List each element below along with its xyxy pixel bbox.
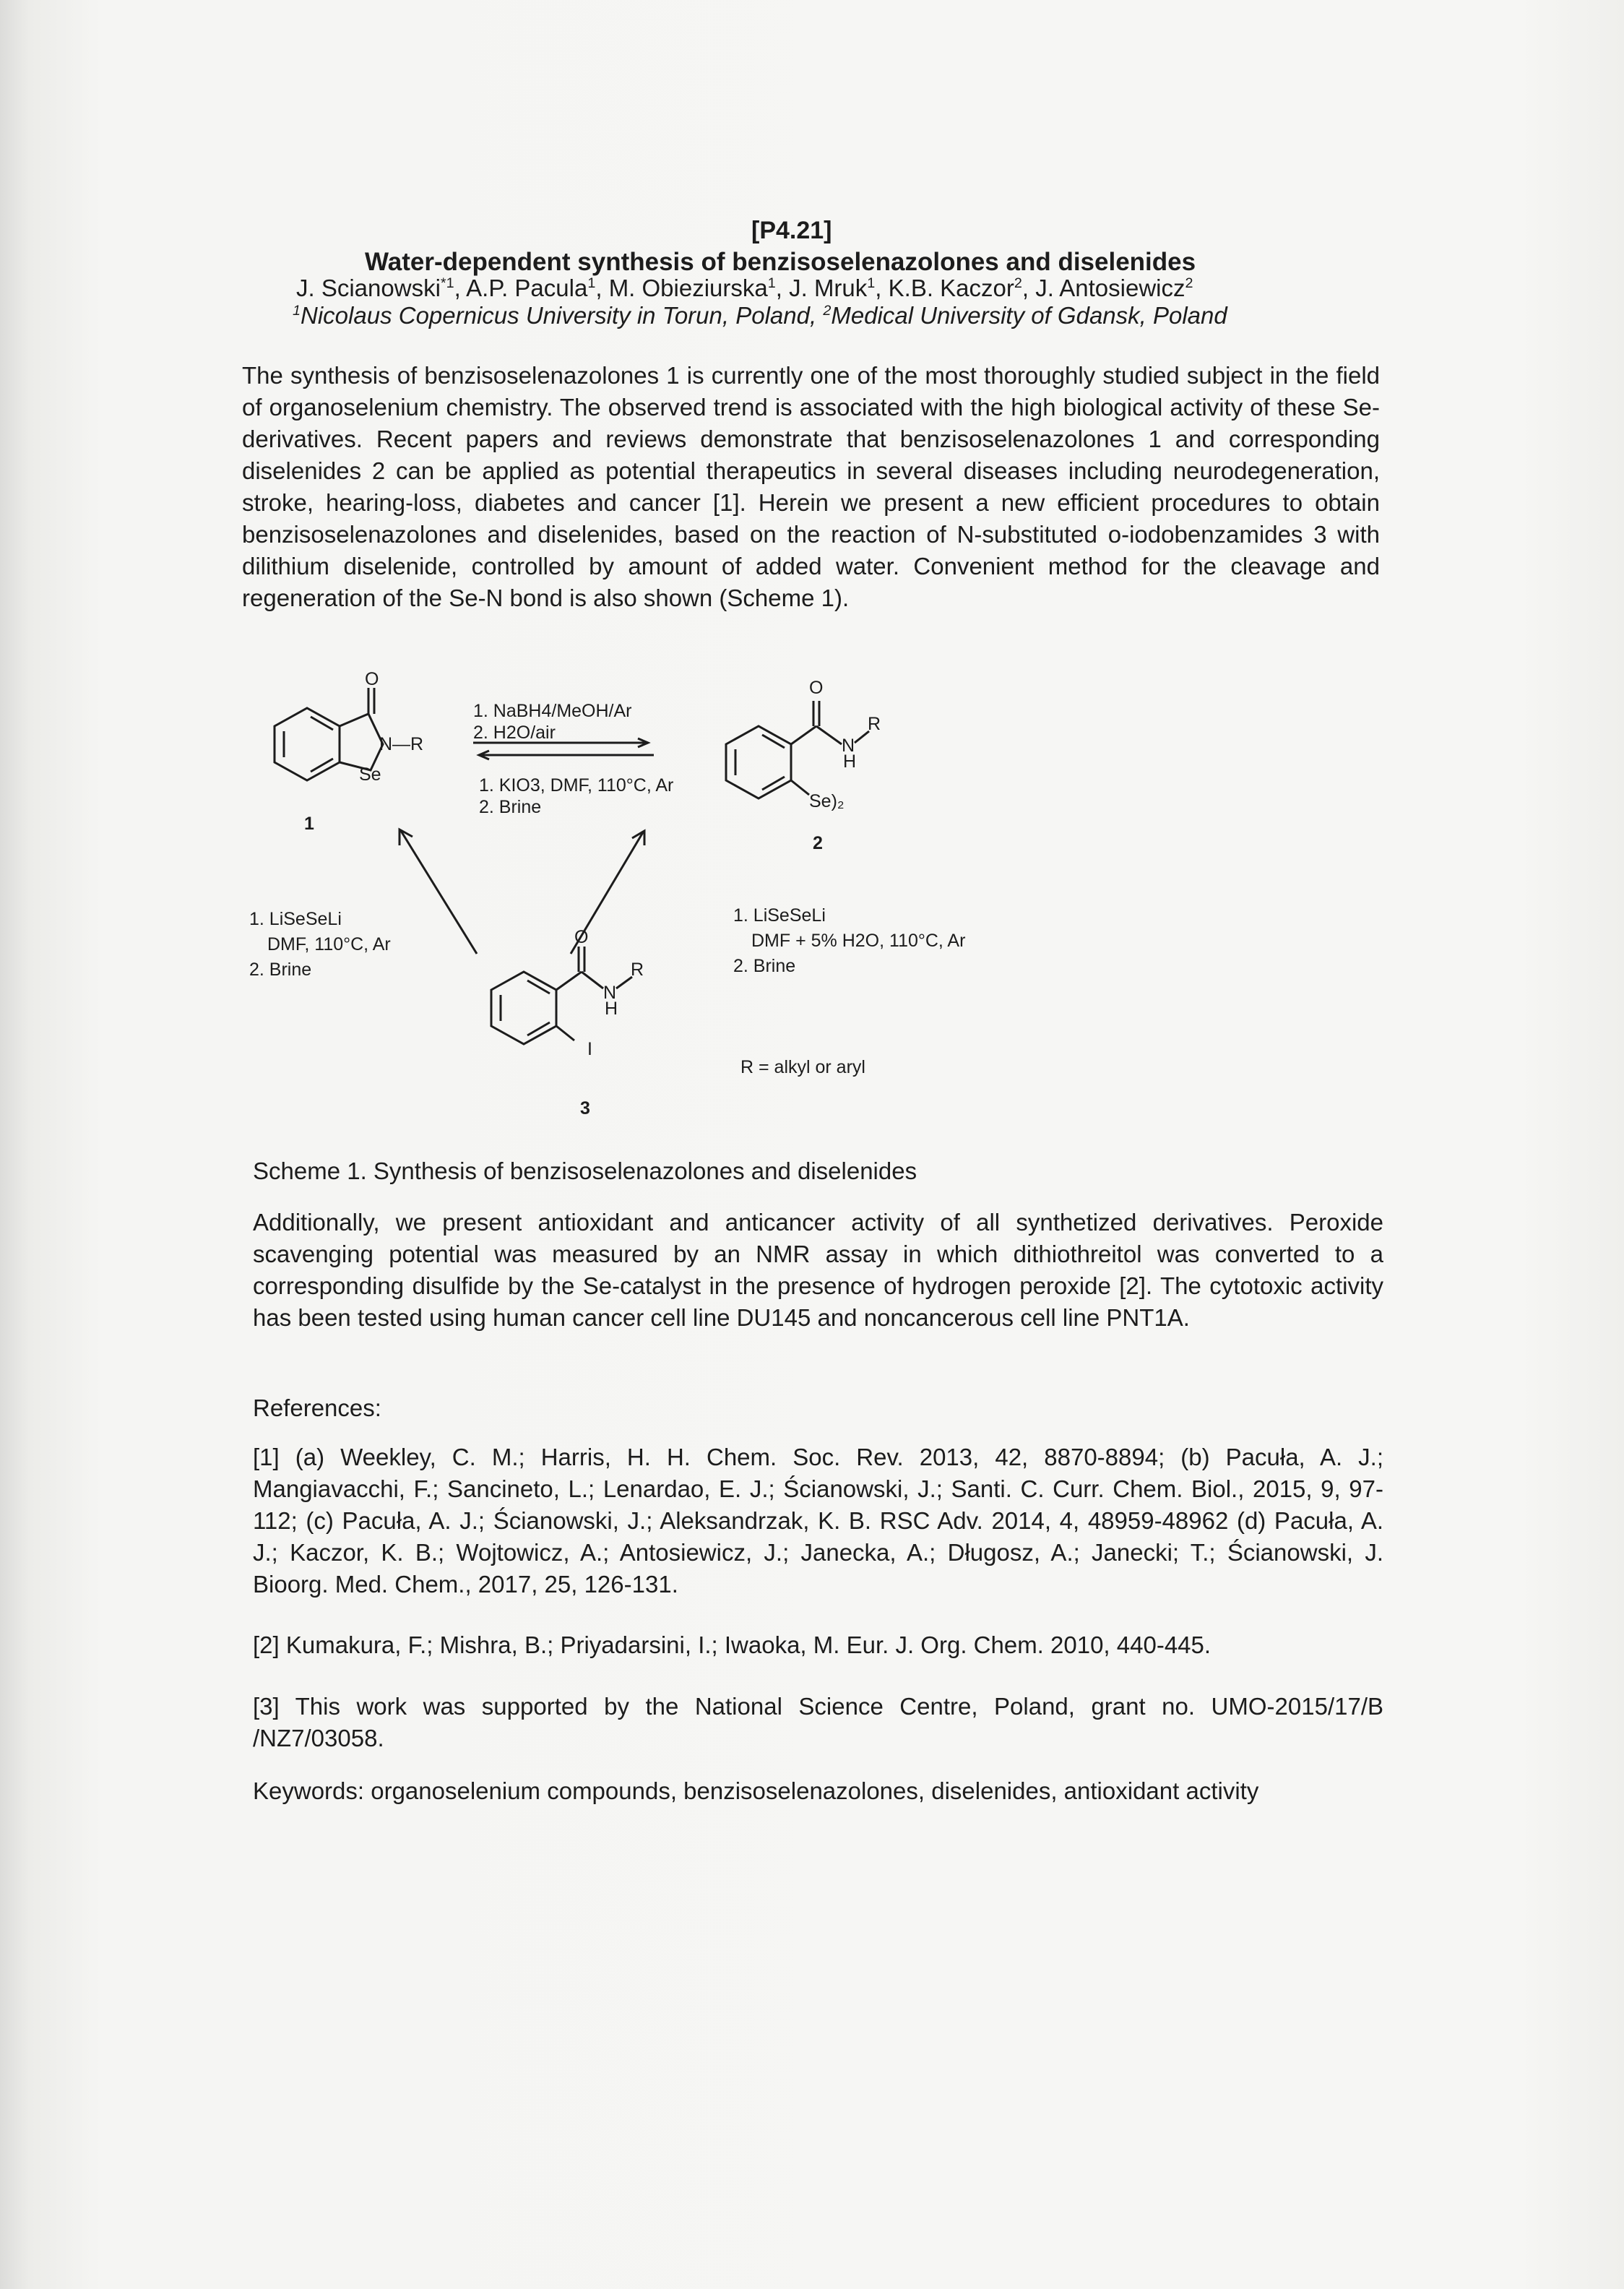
author-affiliation-mark: 2 [1014, 275, 1022, 291]
left-condition-3: 2. Brine [249, 960, 312, 980]
author-affiliation-mark: 1 [767, 275, 776, 291]
compound-2-r-group: R [868, 714, 881, 734]
author: M. Obieziurska [608, 275, 768, 301]
reference-2: [2] Kumakura, F.; Mishra, B.; Priyadarsini, I.; Iwaoka, M. Eur. J. Org. Chem. 2010, 440-445. [253, 1631, 1211, 1658]
compound-3-hydrogen: H [605, 999, 618, 1019]
left-condition-1: 1. LiSeSeLi [249, 909, 342, 929]
author-affiliation-mark: 2 [1185, 275, 1193, 291]
keywords: Keywords: organoselenium compounds, benzisoselenazolones, diselenides, antioxidant activity [253, 1777, 1259, 1804]
scheme-caption: Scheme 1. Synthesis of benzisoselenazolones and diselenides [253, 1158, 917, 1184]
reverse-step-2: 2. Brine [479, 797, 542, 817]
forward-step-2: 2. H2O/air [473, 723, 556, 743]
compound-1-label: 1 [304, 814, 314, 834]
compound-3-oxygen: O [574, 927, 589, 947]
right-condition-1: 1. LiSeSeLi [733, 905, 826, 926]
affiliation: Medical University of Gdansk, Poland [831, 302, 1227, 329]
author-affiliation-mark: 1 [587, 275, 596, 291]
compound-3-iodine: I [587, 1039, 592, 1059]
author-list: J. Scianowski$^{*1}$, A.P. Pacula$^1$, M. Obieziurska$^1$, J. Mruk$^1$, K.B. Kaczor$^2$, J. Antosiewicz$^2$ [296, 275, 1193, 301]
author: K.B. Kaczor [888, 275, 1014, 301]
forward-step-1: 1. NaBH4/MeOH/Ar [473, 701, 632, 721]
compound-1-selenazolone-ring [340, 714, 383, 770]
compound-2-hydrogen: H [843, 751, 857, 772]
compound-3-label: 3 [580, 1098, 590, 1118]
affiliation: Nicolaus Copernicus University in Torun, Poland, [301, 302, 817, 329]
right-condition-3: 2. Brine [733, 956, 796, 976]
compound-1-selenium: Se [359, 764, 381, 785]
reaction-scheme [242, 672, 1037, 1120]
arrow-to-compound-1 [401, 831, 477, 954]
compound-3-r-group: R [631, 960, 644, 980]
affiliation-mark: 1 [293, 303, 301, 319]
compound-2-nitrogen: N [842, 736, 855, 756]
reference-3: [3] This work was supported by the National Science Centre, Poland, grant no. UMO-2015/17/B /NZ7/03058. [253, 1693, 1383, 1751]
intro-paragraph: The synthesis of benzisoselenazolones 1 is currently one of the most thoroughly studied subject in the field of organoselenium chemistry. The observed trend is associated with the high biological activity of these Se-derivatives. Recent papers and reviews demonstrate that benzisoselenazolones 1 and corresponding diselenides 2 can be applied as potential therapeutics in several diseases including neurodegeneration, stroke, hearing-loss, diabetes and cancer [1]. Herein we present a new efficient procedures to obtain benzisoselenazolones and diselenides, based on the reaction of N-substituted o-iodobenzamides 3 with dilithium diselenide, controlled by amount of added water. Convenient method for the cleavage and regeneration of the Se-N bond is also shown (Scheme 1). [242, 362, 1380, 611]
author: J. Mruk [789, 275, 868, 301]
affiliation-mark: 2 [823, 303, 832, 319]
reverse-step-1: 1. KIO3, DMF, 110°C, Ar [479, 775, 674, 796]
r-group-note: R = alkyl or aryl [740, 1057, 865, 1077]
compound-3-nitrogen: N [603, 983, 617, 1003]
references-heading: References: [253, 1394, 381, 1421]
compound-2-label: 2 [813, 833, 823, 853]
right-condition-2: DMF + 5% H2O, 110°C, Ar [751, 931, 966, 951]
compound-2-diselenide: Se)₂ [809, 791, 845, 811]
author-affiliation-mark: *1 [440, 275, 454, 291]
author: A.P. Pacula [466, 275, 588, 301]
additional-paragraph: Additionally, we present antioxidant and anticancer activity of all synthetized derivatives. Peroxide scavenging potential was measured by an NMR assay in which dithiothreitol was converted to a corresponding disulfide by the Se-catalyst in the presence of hydrogen peroxide [2]. The cytotoxic activity has been tested using human cancer cell line DU145 and noncancerous cell line PNT1A. [253, 1209, 1383, 1331]
author: J. Antosiewicz [1035, 275, 1185, 301]
author: J. Scianowski [296, 275, 441, 301]
author-affiliation-mark: 1 [867, 275, 876, 291]
affiliations [293, 302, 1227, 329]
compound-1-oxygen: O [365, 672, 379, 689]
compound-1-nitrogen: N—R [379, 734, 424, 754]
abstract-code: [P4.21] [751, 217, 832, 244]
compound-2-oxygen: O [809, 678, 824, 698]
left-condition-2: DMF, 110°C, Ar [267, 934, 391, 954]
reference-1: [1] (a) Weekley, C. M.; Harris, H. H. Chem. Soc. Rev. 2013, 42, 8870-8894; (b) Pacuła, A. J.; Mangiavacchi, F.; Sancineto, L.; Lenardao, E. J.; Ścianowski, J.; Santi. C. Curr. Chem. Biol., 2015, 9, 97-112; (c) Pacuła, A. J.; Ścianowski, J.; Aleksandrzak, K. B. RSC Adv. 2014, 4, 48959-48962 (d) Pacuła, A. J.; Kaczor, K. B.; Wojtowicz, A.; Antosiewicz, J.; Janecka, A.; Długosz, A.; Janecki; T.; Ścianowski, J. Bioorg. Med. Chem., 2017, 25, 126-131. [253, 1444, 1383, 1598]
abstract-title: Water-dependent synthesis of benzisoselenazolones and diselenides [365, 248, 1196, 276]
